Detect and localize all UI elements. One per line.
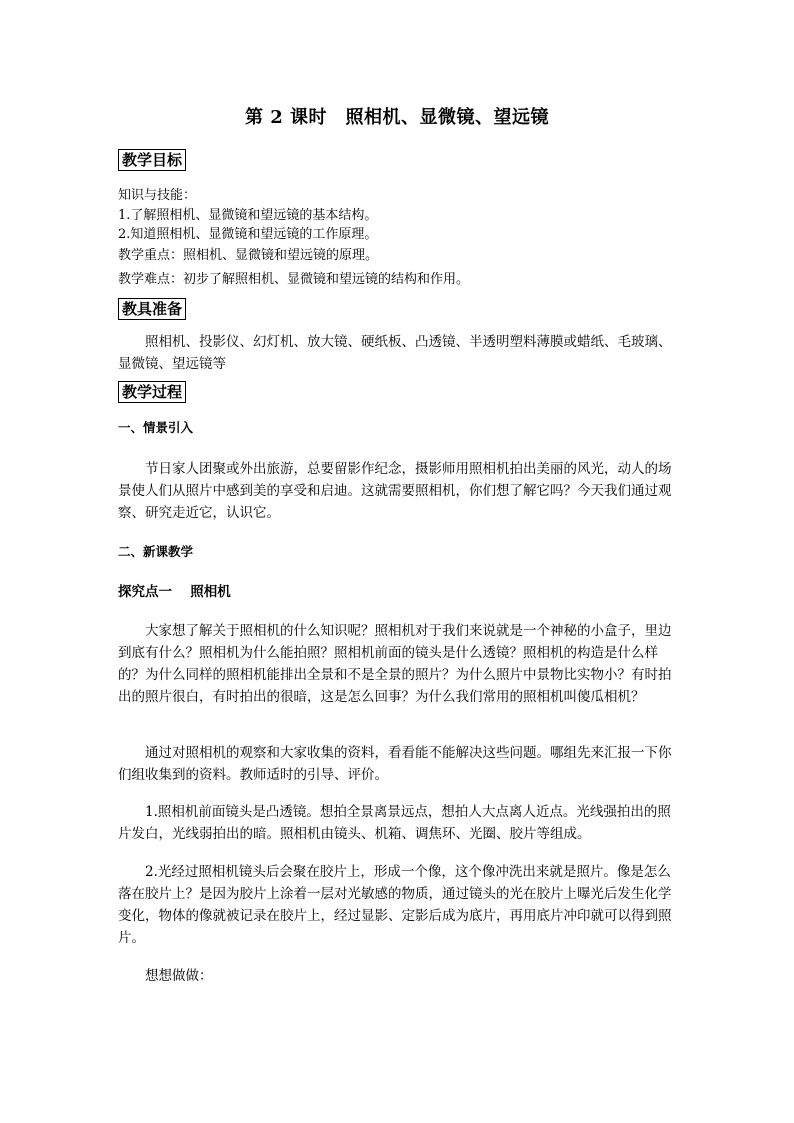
goals-line-3: 2.知道照相机、显微镜和望远镜的工作原理。 xyxy=(118,227,378,242)
page-title: 第 2 课时 照相机、显微镜、望远镜 xyxy=(244,107,550,128)
think-and-do: 想想做做： xyxy=(145,968,213,984)
tools-header: 教具准备 xyxy=(118,298,186,320)
goals-line-4: 教学重点：照相机、显微镜和望远镜的原理。 xyxy=(118,248,379,263)
intro-heading: 一、情景引入 xyxy=(118,420,194,435)
goals-line-1: 知识与技能： xyxy=(118,188,197,203)
paragraph-3: 1.照相机前面镜头是凸透镜。想拍全景离景远点，想拍人大点离人近点。光线强拍出的照片发白，光线弱拍出的暗。照相机由镜头、机箱、调焦环、光圈、胶片等组成。 xyxy=(118,804,671,842)
paragraph-1: 大家想了解关于照相机的什么知识呢？照相机对于我们来说就是一个神秘的小盒子，里边到底有什么？照相机为什么能拍照？照相机前面的镜头是什么透镜？照相机的构造是什么样的？为什么同样的照相机能排出全景和不是全景的照片？为什么照片中景物比实物小？有时拍出的照片很白，有时拍出的很暗，这是怎么回事？为什么我们常用的照相机叫傻瓜相机？ xyxy=(118,623,672,705)
explore-heading: 探究点一 照相机 xyxy=(118,584,231,600)
goals-line-5: 教学难点：初步了解照相机、显微镜和望远镜的结构和作用。 xyxy=(118,272,470,287)
goals-line-2: 1.了解照相机、显微镜和望远镜的基本结构。 xyxy=(118,208,378,223)
paragraph-4: 2.光经过照相机镜头后会聚在胶片上，形成一个像，这个像冲洗出来就是照片。像是怎么落在胶片上？是因为胶片上涂着一层对光敏感的物质，通过镜头的光在胶片上曝光后发生化学变化，物体的像就被记录在胶片上，经过显影、定影后成为底片，再用底片冲印就可以得到照片。 xyxy=(118,864,672,946)
goals-header: 教学目标 xyxy=(118,149,186,171)
paragraph-2: 通过对照相机的观察和大家收集的资料，看看能不能解决这些问题。哪组先来汇报一下你们组收集到的资料。教师适时的引导、评价。 xyxy=(118,745,672,783)
intro-text: 节日家人团聚或外出旅游，总要留影作纪念，摄影师用照相机拍出美丽的风光，动人的场景使人们从照片中感到美的享受和启迪。这就需要照相机，你们想了解它吗？今天我们通过观察、研究走近它，认识它。 xyxy=(118,461,672,521)
tools-text: 照相机、投影仪、幻灯机、放大镜、硬纸板、凸透镜、半透明塑料薄膜或蜡纸、毛玻璃、显微镜、望远镜等 xyxy=(118,334,672,372)
new-lesson-heading: 二、新课教学 xyxy=(118,544,194,559)
process-header: 教学过程 xyxy=(118,381,186,403)
